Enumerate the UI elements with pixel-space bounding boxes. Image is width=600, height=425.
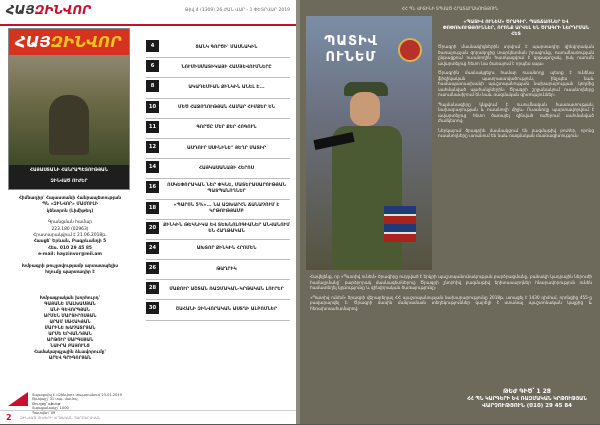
printer-line: Տպաքանակը՝ 1000: [32, 406, 69, 411]
printer-line: Թուղթը՝ օֆսեթ: [32, 401, 61, 406]
left-header: [0, 0, 296, 26]
toc-page-number: 28: [146, 282, 159, 294]
toc-title: ՔԻՆԿԻՆ ԹԵԿՆԻԿԱ ԵՎ ՏԵԽՆՈԼՈԳԻԱՆԵՐ ԱՆՎԱՆՈՒՄ ԵՆ ՀԱՂԹԱԿԱՆ: [163, 223, 290, 235]
cover-caption-line-2: ԶԻՆՎԱԾ ՈՒԺԵՐ: [50, 179, 88, 184]
toc-title: «ՊԱՐՈՆ 5%»... ՆԱ ԱԶԽԱՐՀՆ ՃԱՆԱՉՈՒՄ Է ԿՐԹՈՒԹՅԱՄԲ: [173, 203, 280, 215]
toc-row[interactable]: [146, 220, 290, 240]
toc-title: ՇԱՀԱՆԻ ԶԻՆՎՈՐԱԿԱՆ ԱՍՏՂԻ ԱԼԲՈՄՆԵՐ: [175, 307, 278, 313]
toc-page-number: 4: [146, 40, 159, 52]
toc-title: ՈՍԿԵՓՈՐԱԿԱՆ ՆԵՐ ՓԿՆԵ, ՄԱՏԵՐԱՍԱՐՈՒԹՅԱՆ ՊԱՏՊԱՆՈՂՆԵՐ: [167, 182, 286, 194]
cadet-head: [350, 92, 380, 126]
imprint-line: 223.180 (02963): [51, 226, 89, 232]
article-paragraph: Ներկայում ծրագրին մասնակցում են բազմաթիվ բուհեր, որոնց ուսանողները ստանում են նաև ռազմական մասնագիտություն։: [438, 127, 594, 138]
cover-thumbnail: [8, 28, 130, 190]
hotline-number: ԹԵԺ ԳԻԾ՝ 1 28: [503, 388, 551, 395]
right-page: [300, 0, 600, 424]
contact-department: ՀՀ ՊՆ ԿԱՐԳԵՐԻ ԵՎ ՌԱԶՄԱԿԱՆ ԿՐԹՈՒԹՅԱՆ: [467, 396, 587, 402]
toc-page-number: 11: [146, 121, 159, 133]
cover-logo: [15, 33, 121, 51]
printer-line: Ծավալը՝ 31 տպ. մամուլ: [32, 397, 78, 402]
imprint-line: Հրատարակվում է 21.06.2018թ.: [33, 233, 107, 239]
cover-logo-part-1: ՀԱՅ: [15, 33, 51, 51]
toc-page-number: 14: [146, 161, 159, 173]
article-paragraph: «Պատիվ ունեմ» ծրագրի վերաբերյալ ՀՀ պաշտպանության նախարարությունը 2018թ. ստացել է 1430 դիմում, որոնցից 455-ը բավարարվել է։ Ծրագրի մասին մանրամասն տեղեկություններ կարելի է ստանալ պաշտոնական կայքից և հեռախոսահամարով։: [310, 294, 592, 311]
toc-row[interactable]: [146, 240, 290, 260]
printer-line: Պատվեր՝ 09: [32, 410, 56, 415]
article-paragraph: Ծրագրի մասնակիցներին տրվում է պարտադիր զինվորական ծառայության զորակոչից տարկետման իրավունք, ուսումնառության ընթացքում ուսանողին հատկացվում է կրթաթոշակ, իսկ ուսումն ավարտելուց հետո նա ծառայում է որպես սպա։: [438, 44, 594, 66]
emblem-icon: [398, 38, 422, 62]
toc-page-number: 24: [146, 242, 159, 254]
credit-line: ԱՐԹՈՒՐ ՍԱՐԳՍՅԱՆ: [46, 338, 94, 343]
imprint-line: հղումը պարտադիր է: [45, 270, 95, 276]
imprint-line: Հասցե՝ Երևան, Բագրևանդի 5: [33, 239, 107, 245]
imprint-line: e-mail: hayzinvor@mil.am: [38, 252, 102, 258]
toc-page-number: 10: [146, 101, 159, 113]
credit-line: ԱՐԱՄ ՍԱՀԱԿՅԱՆ: [49, 320, 91, 325]
magazine-logo: [6, 3, 91, 17]
toc-row[interactable]: [146, 280, 290, 300]
toc-page-number: 8: [146, 80, 159, 92]
contact-phone: ՎԱՐՉՈՒԹՅՈՒՆ (010) 29 45 84: [482, 403, 572, 409]
toc-page-number: 12: [146, 141, 159, 153]
page-number: 2: [6, 413, 12, 422]
toc-title: ԳՈՐԾԸ ՄԵՐ ՔԵՐ ՀՈԳՈՒՆ: [196, 125, 257, 131]
credit-line: Համակարգչային ձևավորումը՝: [34, 350, 106, 355]
article-column: [438, 20, 594, 270]
imprint-line: Հեռ. 010 29 45 85: [48, 245, 92, 251]
article-paragraph: Ծրագրին մասնակցելու համար ուսանողը պետք է ունենա ֆիզիկական պատրաստվածություն, ինչպես նաև համապատասխանի պաշտպանության նախարարության կողմից սահմանված պահանջներին։ Ծրագրի շրջանակում ուսանողները ուսումնասիրում են նաև ռազմական գիտություններ։: [438, 70, 594, 97]
toc-page-number: 6: [146, 60, 159, 72]
toc-title: ՀԱՅԿԱՍԱՆԱՅԻ ՀԵՐՈՍ: [199, 165, 254, 171]
credit-line: Խմբագրական խորհուրդ՝: [39, 296, 101, 301]
toc-title: ՑԱՆԿ ԳՈՐԾԻ՝ ՄԱՍՆԱԿԻՆ: [195, 44, 258, 50]
cover-caption-line-1: ՀԱՅԱՍՏԱՆԻ ՀԱՆՐԱՊԵՏՈՒԹՅԱՆ: [30, 168, 108, 173]
toc-page-number: 16: [146, 181, 159, 193]
toc-row[interactable]: [146, 260, 290, 280]
cadet-photo: [306, 16, 432, 270]
article-intro: «ՊԱՏԻՎ ՈՒՆԵՄ» ԾՐԱԳԻՐ. ՊԱՏՃԱՌՆԵՐ ԵՎ ՓՈՓՈԽՈՒԹՅՈՒՆՆԵՐ, ՈՐՈՆՔ ԱՐՎԵԼ ԵՆ ԾՐԱԳՐԻ ՆԵՐԴՐՄԱՆ ՀԵՏ: [442, 20, 590, 37]
toc-row[interactable]: [146, 38, 290, 58]
toc-page-number: 18: [146, 202, 159, 214]
left-footer: [0, 410, 296, 425]
imprint-line: կենտրոն (Լիմիթեդ): [46, 208, 94, 214]
credit-line: ԱՐԵՎ ԳՐԻԳՈՐՅԱՆ: [48, 356, 92, 361]
imprint-block: [8, 196, 132, 276]
imprint-line: Գրանցման համար: [47, 220, 93, 226]
article-bottom: [310, 274, 592, 315]
imprint-line: ՊՆ «ԶԻՆՎՈՐ» ՄԱՄՈՒԼԻ: [42, 202, 98, 208]
credit-line: ՄԱՐԻՆԵ ԽԱՉԱՏՐՅԱՆ: [44, 326, 96, 331]
cover-logo-part-2: ԶԻՆՎՈՐ: [50, 33, 122, 51]
toc-row[interactable]: [146, 78, 290, 98]
credit-line: ԳԱՅԱՆԵ ՄԱԼԽԱՍՅԱՆ: [44, 302, 96, 307]
image-title-line-2: ՈՒՆԵՄ: [325, 50, 377, 65]
toc-title: ՆՈՒՄԻՍՄԱՏԻԿԱՅԻ ՀԱՄՅԵՎՈՒՄՆԵՐԸ: [181, 64, 272, 70]
footer-text: ԶԻՆՎԱԾ ՈՒԺԵՐԻ ԿՐԹԱԿԱՆ ՊԱՐԲԵՐԱԿԱՆ: [20, 416, 101, 420]
cover-caption: [9, 165, 129, 189]
article-paragraph: Պայմանագիրը կնքվում է ուսումնական հաստատության, նախարարության և ուսանողի միջև։ Ուսանողը պարտավորվում է ավարտելուց հետո ծառայել զինված ուժերում սահմանված ժամկետով։: [438, 101, 594, 123]
printer-info: [8, 392, 138, 415]
cover-photo: [9, 55, 129, 165]
credit-line: ՆԱԻՐԱ ԲԱՅՈՒՆՑ: [50, 344, 90, 349]
toc-title: ՄԱՔՈՒՐ ԱՇՏԱՆ ՌԱԶՄԱԿԱՆ-ԿՐԹԱԿԱՆ ԼՈՒՐԵՐ: [169, 286, 284, 292]
toc-row[interactable]: [146, 300, 290, 320]
books-icon: [384, 206, 416, 242]
toc-row[interactable]: [146, 200, 290, 220]
image-title-line-1: ՊԱՏԻՎ: [324, 34, 378, 49]
cadet-body: [332, 126, 402, 270]
credit-line: ԱՆԻ ԳԵՎՈՐԳՅԱՆ: [50, 308, 90, 313]
soldier-figure: [49, 95, 89, 155]
toc-title: ԱԿԱԴԵՄԻԱՆ ՔԻՆԿԻՆ ԱՆԵԼ Է...: [188, 84, 265, 90]
toc-page-number: 30: [146, 302, 159, 314]
toc-page-number: 20: [146, 222, 159, 234]
image-title: [306, 34, 396, 66]
table-of-contents: [146, 38, 290, 321]
hotline-contact: [460, 388, 594, 410]
toc-title: ԱԽՏՈՐ ՔԻՆԿԻՆ ՀՐՈՄԵՆ: [196, 246, 257, 252]
toc-title: ԹԱՂՐԻԿ: [216, 266, 237, 272]
toc-title: ՄԵԾ ՀԱՋՈՂՈՒԹՅԱՆ ՀԱՄԱՐ ՀԻՄՔԵՐ ԵՆ: [178, 105, 275, 111]
toc-row[interactable]: [146, 99, 290, 119]
printer-logo-icon: [8, 392, 28, 406]
logo-part-2: ԶԻՆՎՈՐ: [34, 3, 92, 17]
credit-line: ԱՐՄԵՆ ՄԱՐՏԻՐՈՍՅԱՆ: [43, 314, 97, 319]
toc-row[interactable]: [146, 159, 290, 179]
toc-page-number: 26: [146, 262, 159, 274]
toc-title: ԱՍԴՈՒՐ ՍՍԻՆԻՆԵ" ՅԵՂՐ ՄԱՏԻՐ: [187, 145, 266, 151]
imprint-line: Հիմնադիր՝ Հայաստանի Հանրապետության: [18, 196, 122, 201]
issue-info: Թիվ 4 (1309) 26 ԺԱՆ ՎԱՐ - 1 ՓԵՏՐՎԱՐ 2019: [184, 8, 290, 13]
right-header: ՀՀ ՊՆ ՎԻՏԻՆԻ ՏՊՎԱԾ ՀՐԱՏԱՐԱԿՈՒԹՅՈՒՆ: [401, 6, 499, 11]
printer-line: Տպագրվել է «Զինվոր» տպարանում 23.01.2019: [32, 393, 122, 397]
toc-row[interactable]: [146, 179, 290, 199]
left-page: [0, 0, 296, 424]
imprint-line: Խմբագրի թույլտվությամբ արտատպելիս: [21, 263, 119, 269]
editorial-credits: [8, 296, 132, 362]
article-paragraph: Հավելենք, որ «Պատիվ ունեմ» ծրագիրը ուղղված է երկրի պաշտպանունակության բարձրացմանը, բանակի կադրային ներուժի համալրմանը՝ բարձրորակ մասնագետներով։ Ծրագրի շնորհիվ բազմաթիվ երիտասարդներ հնարավորություն ունեն համատեղել կրթությունը և զինվորական ծառայությունը։: [310, 274, 592, 290]
toc-row[interactable]: [146, 139, 290, 159]
cover-band: [9, 29, 129, 55]
credit-line: ԱՐՄԵ ԵՐՎԱՆԴՅԱՆ: [48, 332, 92, 337]
logo-part-1: ՀԱՅ: [6, 3, 35, 17]
toc-row[interactable]: [146, 119, 290, 139]
toc-row[interactable]: [146, 58, 290, 78]
